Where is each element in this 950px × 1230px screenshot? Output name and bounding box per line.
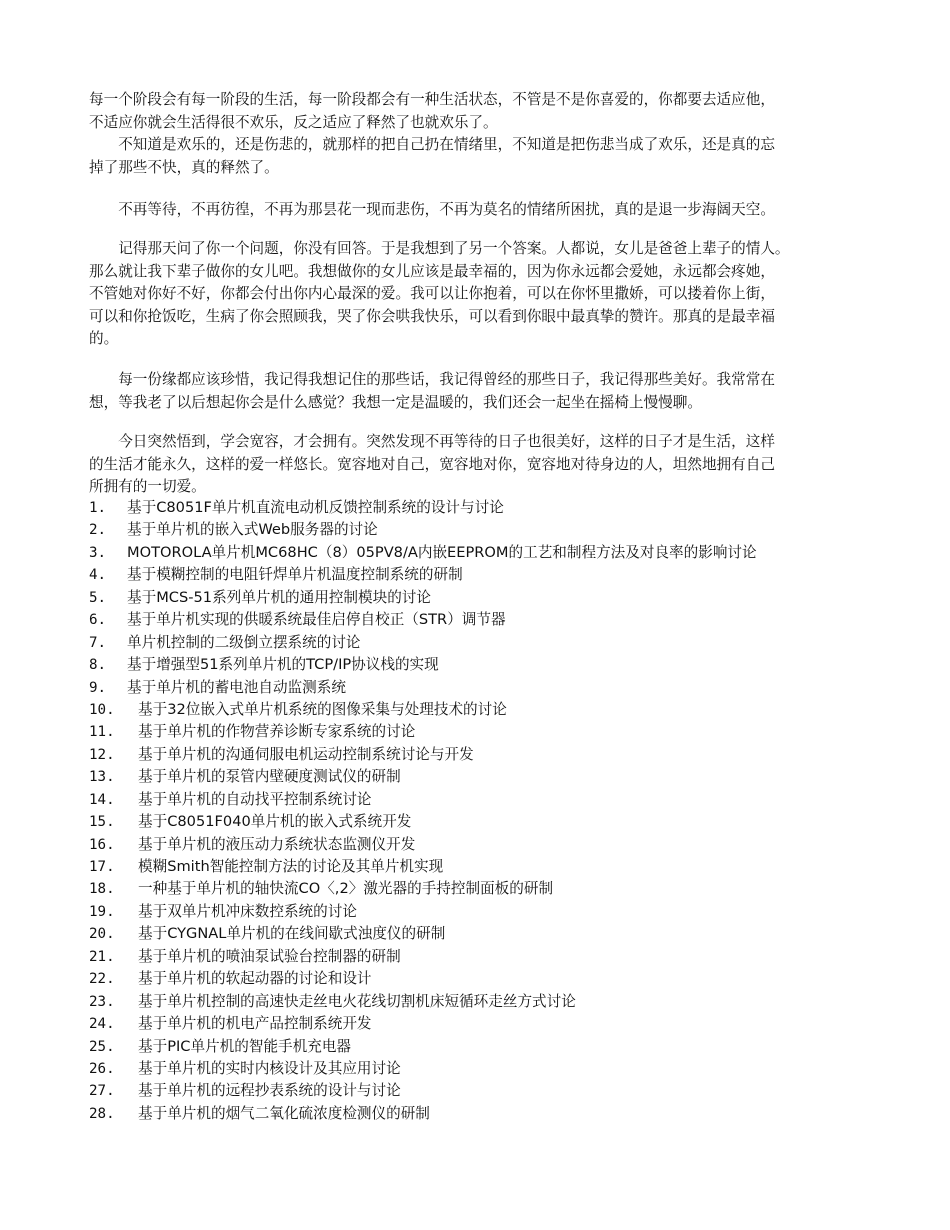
list-item-number: 26. <box>89 1060 115 1077</box>
list-item-text: 基于单片机的蓄电池自动监测系统 <box>127 678 346 696</box>
list-item <box>89 856 889 878</box>
list-item-number: 3. <box>89 544 107 561</box>
list-item <box>89 519 889 541</box>
paragraph-line: 那么就让我下辈子做你的女儿吧。我想做你的女儿应该是最幸福的，因为你永远都会爱她，永远都会疼她， <box>89 262 775 280</box>
paragraph-cherish <box>89 369 869 414</box>
paragraph-line: 想，等我老了以后想起你会是什么感觉？我想一定是温暖的，我们还会一起坐在摇椅上慢慢聊。 <box>89 393 702 411</box>
list-item-number: 21. <box>89 948 115 965</box>
list-item <box>89 654 889 676</box>
list-item <box>89 744 889 766</box>
list-item-number: 22. <box>89 971 115 988</box>
list-item-text: 单片机控制的二级倒立摆系统的讨论 <box>127 633 361 651</box>
list-item <box>89 587 889 609</box>
list-item-text: MOTOROLA单片机MC68HC（8）05PV8/A内嵌EEPROM的工艺和制程方法及对良率的影响讨论 <box>127 543 757 561</box>
list-item <box>89 721 889 743</box>
list-item-number: 5. <box>89 589 107 606</box>
list-item-text: 基于单片机的远程抄表系统的设计与讨论 <box>138 1082 401 1100</box>
list-item-number: 13. <box>89 769 115 786</box>
list-item-text: 基于单片机的沟通伺服电机运动控制系统讨论与开发 <box>138 745 474 763</box>
list-item-text: 基于单片机的机电产品控制系统开发 <box>138 1015 372 1033</box>
paragraph-line: 每一份缘都应该珍惜，我记得我想记住的那些话，我记得曾经的那些日子，我记得那些美好。我常常在 <box>89 371 775 388</box>
list-item-number: 1. <box>89 500 107 516</box>
paragraph-line: 今日突然悟到，学会宽容，才会拥有。突然发现不再等待的日子也很美好，这样的日子才是生活，这样 <box>89 433 775 450</box>
list-item-text: 基于C8051F单片机直流电动机反馈控制系统的设计与讨论 <box>127 499 504 516</box>
list-item-text: 基于MCS-51系列单片机的通用控制模块的讨论 <box>127 588 431 606</box>
list-item-text: 模糊Smith智能控制方法的讨论及其单片机实现 <box>138 858 444 875</box>
list-item <box>89 789 889 811</box>
list-item <box>89 946 889 968</box>
paragraph-no-waiting <box>89 199 869 222</box>
list-item-text: 一种基于单片机的轴快流CO〈,2〉激光器的手持控制面板的研制 <box>138 880 554 898</box>
topic-list <box>89 497 889 1125</box>
list-item-text: 基于32位嵌入式单片机系统的图像采集与处理技术的讨论 <box>138 700 507 718</box>
list-item-text: 基于模糊控制的电阻钎焊单片机温度控制系统的研制 <box>127 566 463 584</box>
paragraph-line: 记得那天问了你一个问题，你没有回答。于是我想到了另一个答案。人都说，女儿是爸爸上辈子的情人。 <box>89 240 790 257</box>
list-item-text: 基于单片机的软起动器的讨论和设计 <box>138 970 372 988</box>
list-item-number: 25. <box>89 1038 115 1055</box>
list-item-number: 27. <box>89 1083 115 1100</box>
list-item-number: 14. <box>89 791 115 808</box>
paragraph-daughter <box>89 238 869 351</box>
list-item <box>89 1103 889 1125</box>
list-item <box>89 542 889 564</box>
list-item-text: 基于PIC单片机的智能手机充电器 <box>138 1037 352 1055</box>
paragraph-adapt <box>89 89 869 134</box>
list-item-number: 20. <box>89 926 115 943</box>
list-item <box>89 991 889 1013</box>
list-item-number: 17. <box>89 859 115 875</box>
list-item <box>89 609 889 631</box>
paragraph-line: 所拥有的一切爱。 <box>89 478 206 495</box>
list-item <box>89 834 889 856</box>
list-item <box>89 878 889 900</box>
list-item-text: 基于单片机的实时内核设计及其应用讨论 <box>138 1059 401 1077</box>
paragraph-line: 可以和你抢饭吃，生病了你会照顾我，哭了你会哄我快乐，可以看到你眼中最真挚的赞许。那真的是最幸福 <box>89 307 775 325</box>
list-item-number: 6. <box>89 612 107 629</box>
list-item <box>89 1058 889 1080</box>
paragraph-line: 的生活才能永久，这样的爱一样悠长。宽容地对自己，宽容地对你，宽容地对待身边的人，坦然地拥有自己 <box>89 455 775 473</box>
list-item <box>89 968 889 990</box>
paragraph-line: 每一个阶段会有每一阶段的生活，每一阶段都会有一种生活状态，不管是不是你喜爱的，你都要去适应他， <box>89 91 775 108</box>
list-item-number: 9. <box>89 679 107 696</box>
list-item-text: 基于单片机控制的高速快走丝电火花线切割机床短循环走丝方式讨论 <box>138 992 576 1010</box>
list-item <box>89 811 889 833</box>
list-item-number: 28. <box>89 1105 115 1122</box>
list-item-text: 基于单片机实现的供暖系统最佳启停自校正（STR）调节器 <box>127 611 506 629</box>
list-item-text: 基于单片机的液压动力系统状态监测仪开发 <box>138 835 416 853</box>
list-item-number: 10. <box>89 701 115 718</box>
list-item-number: 24. <box>89 1016 115 1033</box>
list-item-number: 19. <box>89 903 115 920</box>
list-item-text: 基于C8051F040单片机的嵌入式系统开发 <box>138 813 412 831</box>
list-item <box>89 901 889 923</box>
list-item <box>89 497 889 519</box>
list-item-text: 基于增强型51系列单片机的TCP/IP协议栈的实现 <box>127 656 439 674</box>
paragraph-line: 不管她对你好不好，你都会付出你内心最深的爱。我可以让你抱着，可以在你怀里撒娇，可以搂着你上街， <box>89 285 775 302</box>
list-item-number: 8. <box>89 657 107 674</box>
paragraph-line: 不适应你就会生活得很不欢乐，反之适应了释然了也就欢乐了。 <box>89 113 498 131</box>
list-item-number: 23. <box>89 993 115 1010</box>
list-item-number: 11. <box>89 724 115 741</box>
list-item-text: 基于单片机的泵管内壁硬度测试仪的研制 <box>138 768 401 786</box>
paragraph-tolerance <box>89 431 869 499</box>
list-item <box>89 1036 889 1058</box>
list-item-number: 18. <box>89 881 115 898</box>
list-item <box>89 1080 889 1102</box>
list-item-number: 15. <box>89 814 115 831</box>
list-item-number: 16. <box>89 836 115 853</box>
list-item <box>89 923 889 945</box>
list-item <box>89 766 889 788</box>
list-item <box>89 699 889 721</box>
paragraph-line: 不知道是欢乐的，还是伤悲的，就那样的把自己扔在情绪里，不知道是把伤悲当成了欢乐，还是真的忘 <box>89 136 775 153</box>
list-item-text: 基于CYGNAL单片机的在线间歇式浊度仪的研制 <box>138 925 446 943</box>
list-item <box>89 677 889 699</box>
list-item-number: 12. <box>89 746 115 763</box>
list-item-text: 基于双单片机冲床数控系统的讨论 <box>138 902 357 920</box>
paragraph-line: 不再等待，不再彷徨，不再为那昙花一现而悲伤，不再为莫名的情绪所困扰，真的是退一步海阔天空。 <box>89 201 775 218</box>
list-item-number: 4. <box>89 567 107 584</box>
list-item-text: 基于单片机的自动找平控制系统讨论 <box>138 790 372 808</box>
list-item-text: 基于单片机的喷油泵试验台控制器的研制 <box>138 947 401 965</box>
list-item <box>89 632 889 654</box>
list-item <box>89 1013 889 1035</box>
paragraph-joy-sorrow <box>89 134 869 179</box>
list-item-text: 基于单片机的嵌入式Web服务器的讨论 <box>127 521 378 539</box>
list-item <box>89 564 889 586</box>
paragraph-line: 的。 <box>89 330 119 347</box>
paragraph-line: 掉了那些不快，真的释然了。 <box>89 158 279 176</box>
list-item-text: 基于单片机的烟气二氧化硫浓度检测仪的研制 <box>138 1104 430 1122</box>
list-item-number: 2. <box>89 522 107 539</box>
list-item-text: 基于单片机的作物营养诊断专家系统的讨论 <box>138 723 416 741</box>
list-item-number: 7. <box>89 634 107 651</box>
